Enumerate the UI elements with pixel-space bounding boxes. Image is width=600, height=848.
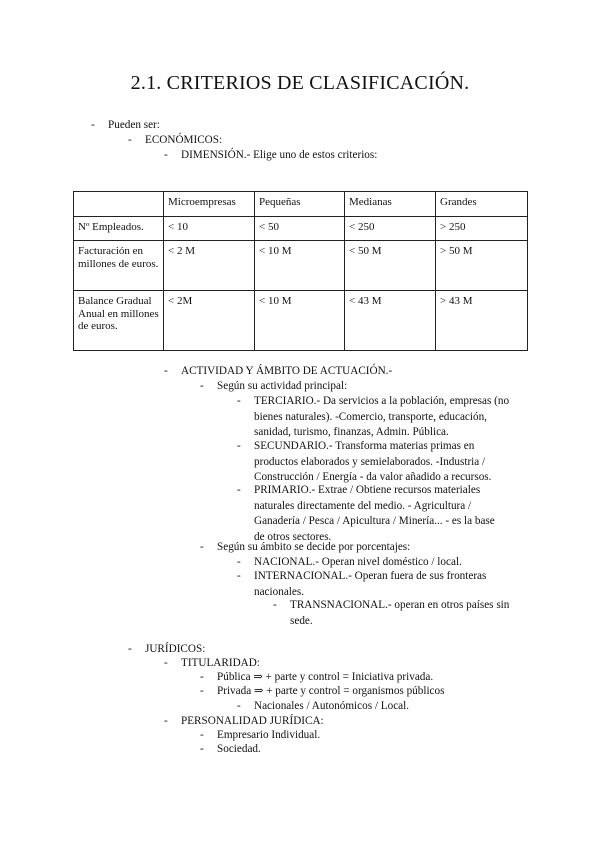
- table-cell: > 43 M: [436, 291, 528, 351]
- bullet-segun-actividad: - Según su actividad principal:: [200, 380, 348, 392]
- table-row-label: Balance Gradual Anual en millones de euros.: [74, 291, 164, 351]
- item-terciario: - TERCIARIO.- Da servicios a la población, empresas (no bienes naturales). -Comercio, transporte, educación, sanidad, turismo, finanzas, Admin. Pública.: [237, 395, 510, 438]
- table-row: [74, 291, 528, 351]
- item-nacionales: - Nacionales / Autonómicos / Local.: [237, 700, 410, 712]
- page-title: 2.1. CRITERIOS DE CLASIFICACIÓN.: [130, 72, 470, 94]
- item-nacional: - NACIONAL.- Operan nivel doméstico / local.: [237, 556, 462, 568]
- table-cell: < 43 M: [345, 291, 436, 351]
- table-cell: < 250: [345, 217, 436, 241]
- bullet-titularidad: - TITULARIDAD:: [164, 657, 260, 669]
- item-empresario: - Empresario Individual.: [200, 729, 321, 741]
- table-header-cell: Pequeñas: [255, 192, 345, 217]
- table-row-label: Nº Empleados.: [74, 217, 164, 241]
- table-cell: < 50: [255, 217, 345, 241]
- bullet-personalidad: - PERSONALIDAD JURÍDICA:: [164, 715, 324, 727]
- bullet-actividad: - ACTIVIDAD Y ÁMBITO DE ACTUACIÓN.-: [164, 365, 393, 377]
- table-cell: > 250: [436, 217, 528, 241]
- dimension-table: [73, 191, 528, 351]
- bullet-juridicos: - JURÍDICOS:: [128, 643, 206, 655]
- bullet-segun-ambito: - Según su ámbito se decide por porcentajes:: [200, 541, 411, 553]
- bullet-economicos: - ECONÓMICOS:: [128, 134, 223, 146]
- table-header-row: [74, 192, 528, 217]
- item-secundario: - SECUNDARIO.- Transforma materias primas en productos elaborados y semielaborados. -Industria / Construcción / Energía - da valor añadido a recursos.: [237, 440, 492, 483]
- bullet-dimension: - DIMENSIÓN.- Elige uno de estos criterios:: [164, 149, 378, 161]
- table-header-cell: Microempresas: [164, 192, 255, 217]
- table-cell: < 10: [164, 217, 255, 241]
- item-internacional: - INTERNACIONAL.- Operan fuera de sus fronteras nacionales.: [237, 570, 487, 598]
- table-cell: < 2 M: [164, 241, 255, 291]
- table-cell: < 10 M: [255, 291, 345, 351]
- table-row: [74, 217, 528, 241]
- item-publica: - Pública ⇒ + parte y control = Iniciativa privada.: [200, 671, 434, 683]
- item-primario: - PRIMARIO.- Extrae / Obtiene recursos materiales naturales directamente del medio. - Agricultura / Ganadería / Pesca / Apicultura / Minería... - es la base de otros sectores.: [237, 484, 495, 543]
- table-cell: < 2M: [164, 291, 255, 351]
- bullet-pueden-ser: - Pueden ser:: [91, 119, 160, 131]
- table-header-cell: [74, 192, 164, 217]
- table-header-cell: Grandes: [436, 192, 528, 217]
- table-row-label: Facturación en millones de euros.: [74, 241, 164, 291]
- table-cell: > 50 M: [436, 241, 528, 291]
- table-row: [74, 241, 528, 291]
- table-cell: < 10 M: [255, 241, 345, 291]
- item-privada: - Privada ⇒ + parte y control = organismos públicos: [200, 685, 445, 697]
- item-sociedad: - Sociedad.: [200, 743, 261, 755]
- table-header-cell: Medianas: [345, 192, 436, 217]
- table-cell: < 50 M: [345, 241, 436, 291]
- item-transnacional: - TRANSNACIONAL.- operan en otros países sin sede.: [273, 599, 510, 627]
